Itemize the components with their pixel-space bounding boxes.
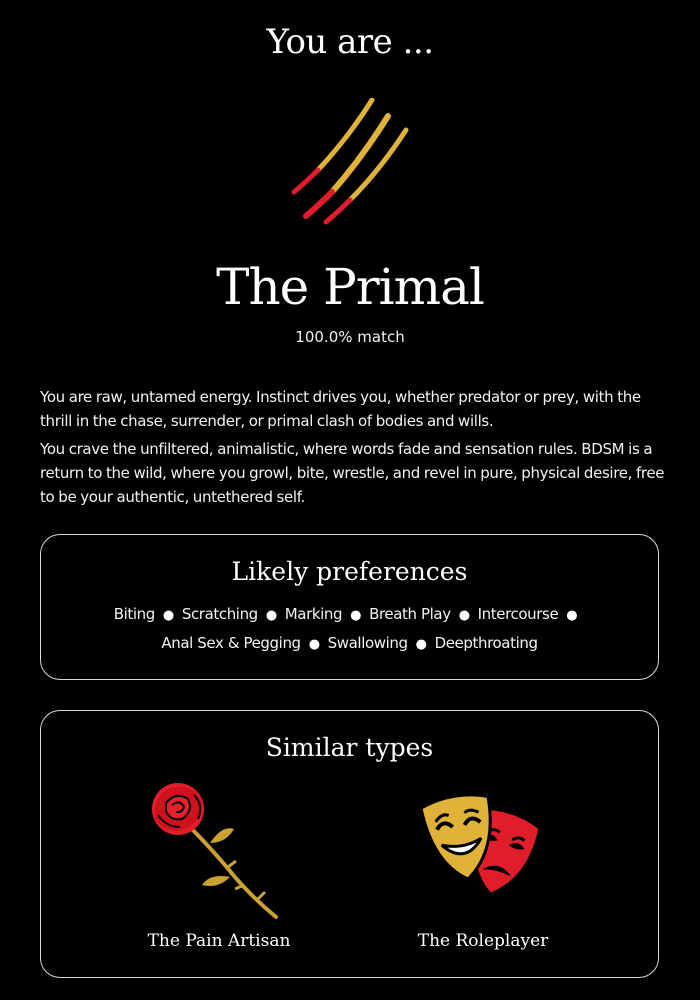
preference-item: Marking [284, 605, 343, 623]
preference-item: Breath Play [369, 605, 451, 623]
preference-item: Swallowing [327, 634, 408, 652]
preferences-row [41, 634, 658, 652]
similar-types-card [40, 710, 659, 978]
match-percentage: 100.0% match [295, 328, 405, 346]
similar-type-label: The Roleplayer [417, 931, 549, 951]
description-paragraph-1: You are raw, untamed energy. Instinct drives you, whether predator or prey, with the thrill in the chase, surrender, or primal clash of bodies and wills. [40, 388, 641, 430]
preferences-title: Likely preferences [231, 557, 468, 586]
preference-item: Intercourse [477, 605, 559, 623]
preference-item: Scratching [181, 605, 258, 623]
preferences-card [40, 534, 659, 680]
bullet-dot-icon: ● [162, 608, 174, 623]
preference-item: Biting [113, 605, 155, 623]
preferences-row [41, 605, 658, 623]
bullet-dot-icon: ● [308, 637, 320, 652]
similar-type-label: The Pain Artisan [147, 931, 291, 951]
type-title: The Primal [216, 258, 484, 316]
similar-type-pain-artisan[interactable] [89, 781, 349, 951]
theater-masks-icon [408, 781, 558, 921]
similar-types-title: Similar types [265, 733, 434, 762]
bullet-dot-icon: ● [566, 608, 578, 623]
bullet-dot-icon: ● [415, 637, 427, 652]
bullet-dot-icon: ● [265, 608, 277, 623]
intro-heading: You are ... [266, 22, 434, 62]
similar-type-roleplayer[interactable] [353, 781, 613, 951]
rose-icon [144, 781, 294, 921]
preference-item: Deepthroating [434, 634, 538, 652]
bullet-dot-icon: ● [350, 608, 362, 623]
claw-marks-icon [288, 98, 412, 226]
bullet-dot-icon: ● [458, 608, 470, 623]
description-paragraph-2: You crave the unfiltered, animalistic, where words fade and sensation rules. BDSM is a return to the wild, where you growl, bite, wrestle, and revel in pure, physical desire, free to be your authentic, untethered self. [40, 440, 665, 506]
preference-item: Anal Sex & Pegging [161, 634, 301, 652]
